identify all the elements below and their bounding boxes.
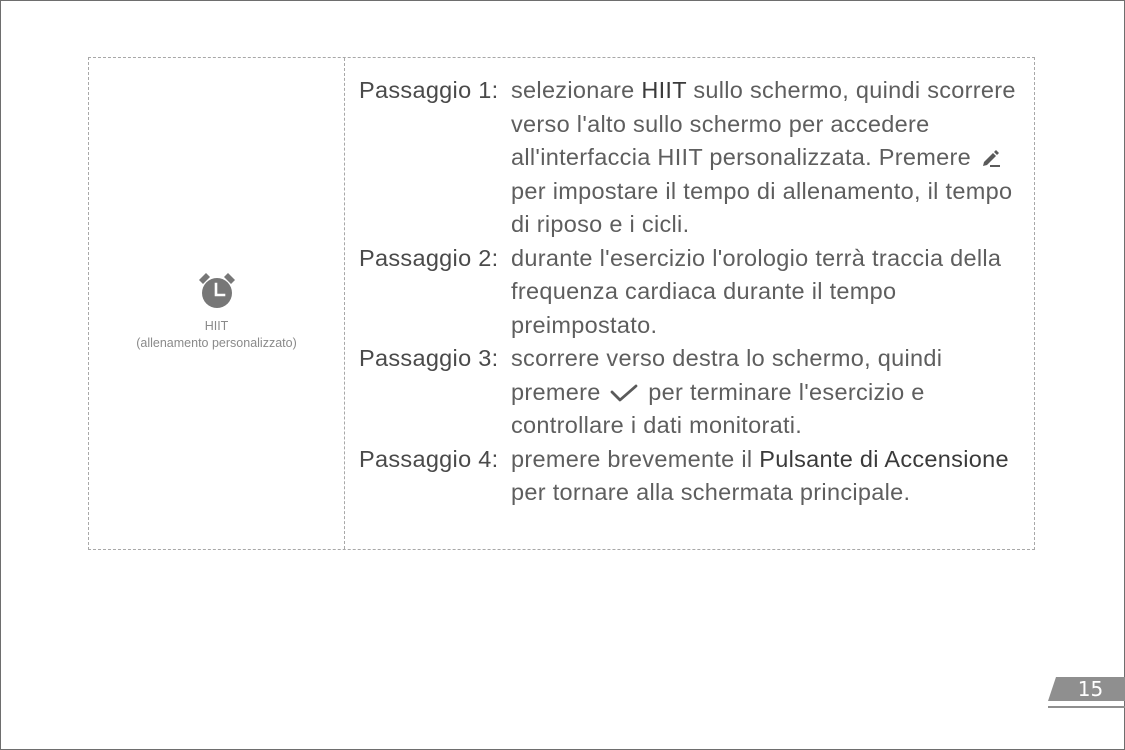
step-text-part: scorrere verso destra lo schermo, quindi premere [511, 345, 943, 405]
page-number: 15 [1077, 677, 1104, 701]
step-text-part: durante l'esercizio l'orologio terrà traccia della frequenza cardiaca durante il tempo preimpostato. [511, 244, 1002, 338]
step-text [511, 342, 1029, 443]
step-label: Passaggio 1: [359, 77, 499, 103]
step-text-part: per terminare l'esercizio e controllare i dati monitorati. [511, 378, 925, 438]
step-label: Passaggio 3: [359, 345, 499, 371]
alarm-clock-icon [195, 268, 239, 312]
checkmark-icon [609, 383, 639, 403]
step-2 [359, 242, 1029, 343]
step-1 [359, 74, 1029, 242]
step-label: Passaggio 2: [359, 244, 499, 271]
step-4 [359, 443, 1029, 510]
instruction-table [88, 57, 1035, 550]
page-number-underline [1048, 706, 1125, 708]
step-text-part: per tornare alla schermata principale. [511, 479, 911, 505]
feature-subtitle: (allenamento personalizzato) [136, 335, 297, 350]
feature-name: HIIT [204, 318, 229, 333]
step-text-part: premere brevemente il [511, 445, 760, 472]
column-divider [344, 58, 345, 549]
step-text-part: selezionare [511, 77, 642, 103]
step-text [511, 443, 1029, 510]
step-label: Passaggio 4: [359, 445, 499, 472]
steps-cell [359, 74, 1029, 510]
feature-cell [89, 58, 344, 549]
pencil-icon [980, 148, 1002, 168]
page-number-badge [1048, 677, 1125, 707]
power-button-emphasis: Pulsante di Accensione [759, 445, 1009, 472]
feature-emphasis: HIIT [641, 77, 687, 103]
step-text [511, 74, 1029, 242]
step-text-part: sullo schermo, quindi scorrere verso l'alto sullo schermo per accedere all'interfaccia HIIT personalizzata. Premere [511, 77, 1016, 170]
step-3 [359, 342, 1029, 443]
step-text [511, 242, 1029, 343]
step-text-part: per impostare il tempo di allenamento, il tempo di riposo e i cicli. [511, 177, 1013, 237]
